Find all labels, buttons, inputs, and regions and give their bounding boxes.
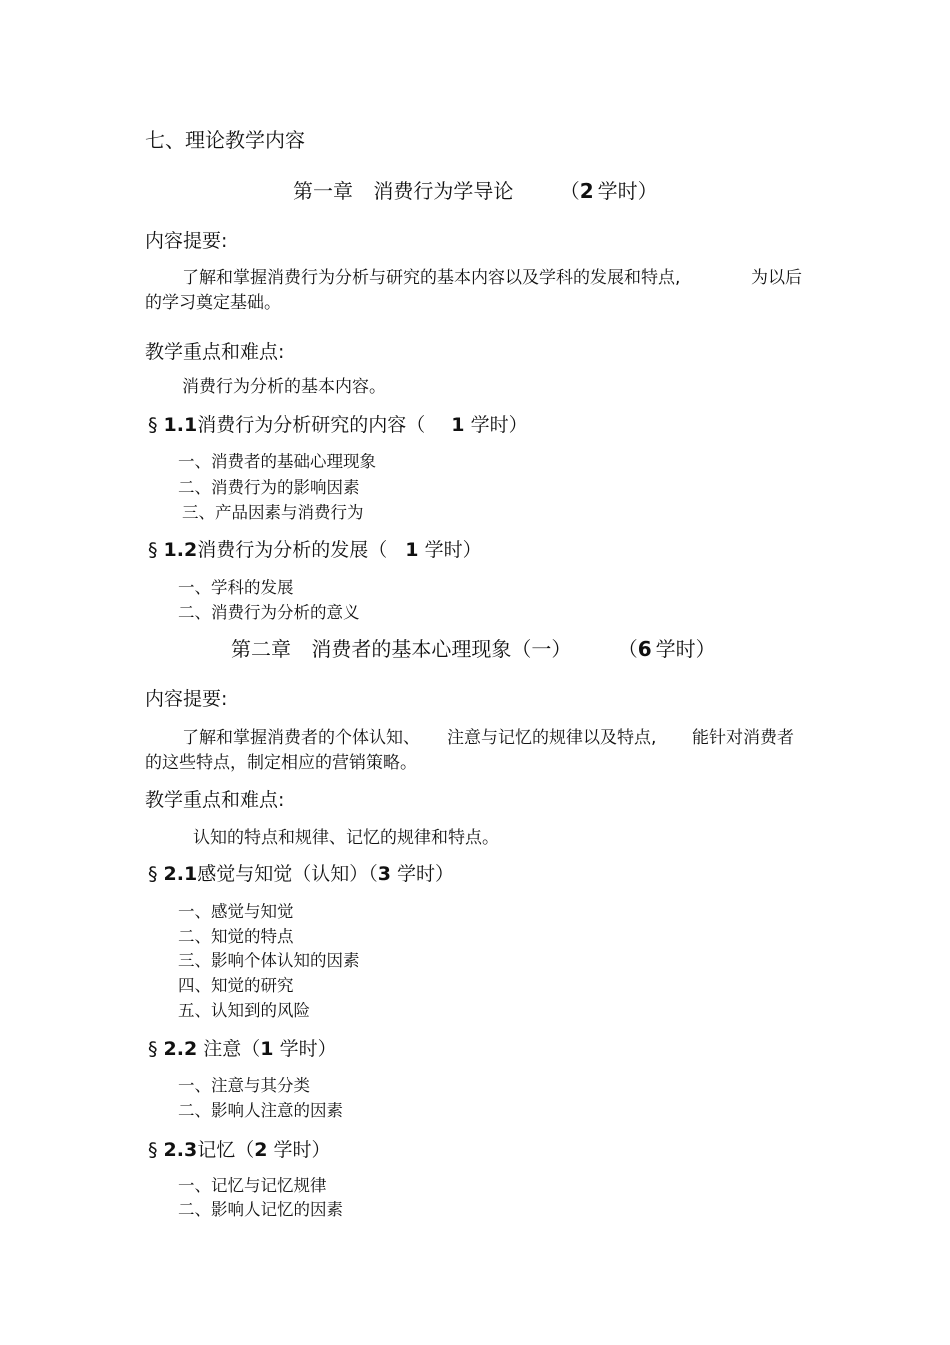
section-2-1-heading	[148, 863, 454, 886]
section-1-2-heading	[148, 539, 482, 562]
list-item: 一、学科的发展	[178, 578, 294, 597]
section-title: 消费行为分析的发展（	[197, 539, 388, 561]
section-hours-num: 1	[451, 414, 465, 436]
section-mark: §	[148, 863, 158, 885]
chapter1-hours-num: 2	[579, 179, 594, 203]
chapter2-summary-line2: 的这些特点，制定相应的营销策略。	[145, 753, 417, 773]
chapter2-hours-num: 6	[637, 637, 652, 661]
list-item: 二、影响人注意的因素	[178, 1101, 343, 1120]
chapter2-summary-label: 内容提要:	[145, 688, 228, 710]
list-item: 四、知觉的研究	[178, 976, 294, 995]
list-item: 二、消费行为分析的意义	[178, 603, 360, 622]
section-number: 1.2	[163, 539, 198, 561]
section-hours-num: 1	[405, 539, 419, 561]
section-2-3-heading	[148, 1139, 331, 1162]
chapter1-key-label: 教学重点和难点:	[145, 341, 285, 363]
chapter1-hours-open: （	[559, 179, 580, 203]
section-hours-num: 1	[260, 1038, 274, 1060]
section-2-2-heading	[148, 1038, 337, 1061]
chapter1-title: 第一章	[293, 179, 353, 203]
chapter1-summary-line1a: 了解和掌握消费行为分析与研究的基本内容以及学科的发展和特点,	[182, 268, 681, 288]
section-hours-num: 2	[254, 1139, 268, 1161]
section-mark: §	[148, 414, 158, 436]
section-mark: §	[148, 1038, 158, 1060]
chapter2-summary-line1b: 注意与记忆的规律以及特点,	[447, 728, 657, 748]
chapter2-key-label: 教学重点和难点:	[145, 789, 285, 811]
chapter2-key-text: 认知的特点和规律、记忆的规律和特点。	[193, 828, 499, 848]
section-title: 记忆（	[197, 1139, 255, 1161]
section-title: 注意（	[203, 1038, 261, 1060]
chapter2-hours-close: 学时）	[655, 637, 716, 661]
chapter1-summary-line1b: 为以后	[751, 268, 802, 288]
list-item: 三、影响个体认知的因素	[178, 951, 360, 970]
list-item: 五、认知到的风险	[178, 1001, 310, 1020]
section-hours-close: 学时）	[273, 1139, 331, 1161]
section-title: 消费行为分析研究的内容（	[197, 414, 426, 436]
list-item: 二、影响人记忆的因素	[178, 1200, 343, 1219]
chapter1-hours-close: 学时）	[597, 179, 658, 203]
chapter2-summary-line1a: 了解和掌握消费者的个体认知、	[182, 728, 420, 748]
list-item: 二、消费行为的影响因素	[178, 478, 360, 497]
section-mark: §	[148, 539, 158, 561]
list-item: 一、记忆与记忆规律	[178, 1176, 327, 1195]
section-mark: §	[148, 1139, 158, 1161]
section-hours-close: 学时）	[279, 1038, 337, 1060]
list-item: 一、消费者的基础心理现象	[178, 452, 376, 471]
list-item: 一、注意与其分类	[178, 1076, 310, 1095]
list-item: 三、产品因素与消费行为	[182, 503, 364, 522]
chapter2-hours-open: （	[617, 637, 638, 661]
section-1-1-heading	[148, 414, 528, 437]
list-item: 二、知觉的特点	[178, 927, 294, 946]
section-hours-close: 学时）	[397, 863, 455, 885]
section-hours-close: 学时）	[424, 539, 482, 561]
list-item: 一、感觉与知觉	[178, 902, 294, 921]
section-hours-num: 3	[377, 863, 391, 885]
chapter1-summary-line2: 的学习奠定基础。	[145, 293, 281, 313]
chapter2-heading	[231, 637, 716, 661]
section-number: 2.1	[163, 863, 198, 885]
chapter2-name: 消费者的基本心理现象（一）	[311, 637, 572, 661]
section-number: 1.1	[163, 414, 198, 436]
section-title: 感觉与知觉（认知）（	[197, 863, 378, 885]
chapter1-heading	[293, 179, 658, 203]
chapter1-name: 消费行为学导论	[373, 179, 514, 203]
section-number: 2.3	[163, 1139, 198, 1161]
section-number: 2.2	[163, 1038, 198, 1060]
chapter2-title: 第二章	[231, 637, 291, 661]
section-hours-close: 学时）	[470, 414, 528, 436]
chapter2-summary-line1c: 能针对消费者	[692, 728, 794, 748]
section-title: 七、理论教学内容	[145, 128, 305, 152]
chapter1-key-text: 消费行为分析的基本内容。	[182, 377, 386, 397]
chapter1-summary-label: 内容提要:	[145, 230, 228, 252]
